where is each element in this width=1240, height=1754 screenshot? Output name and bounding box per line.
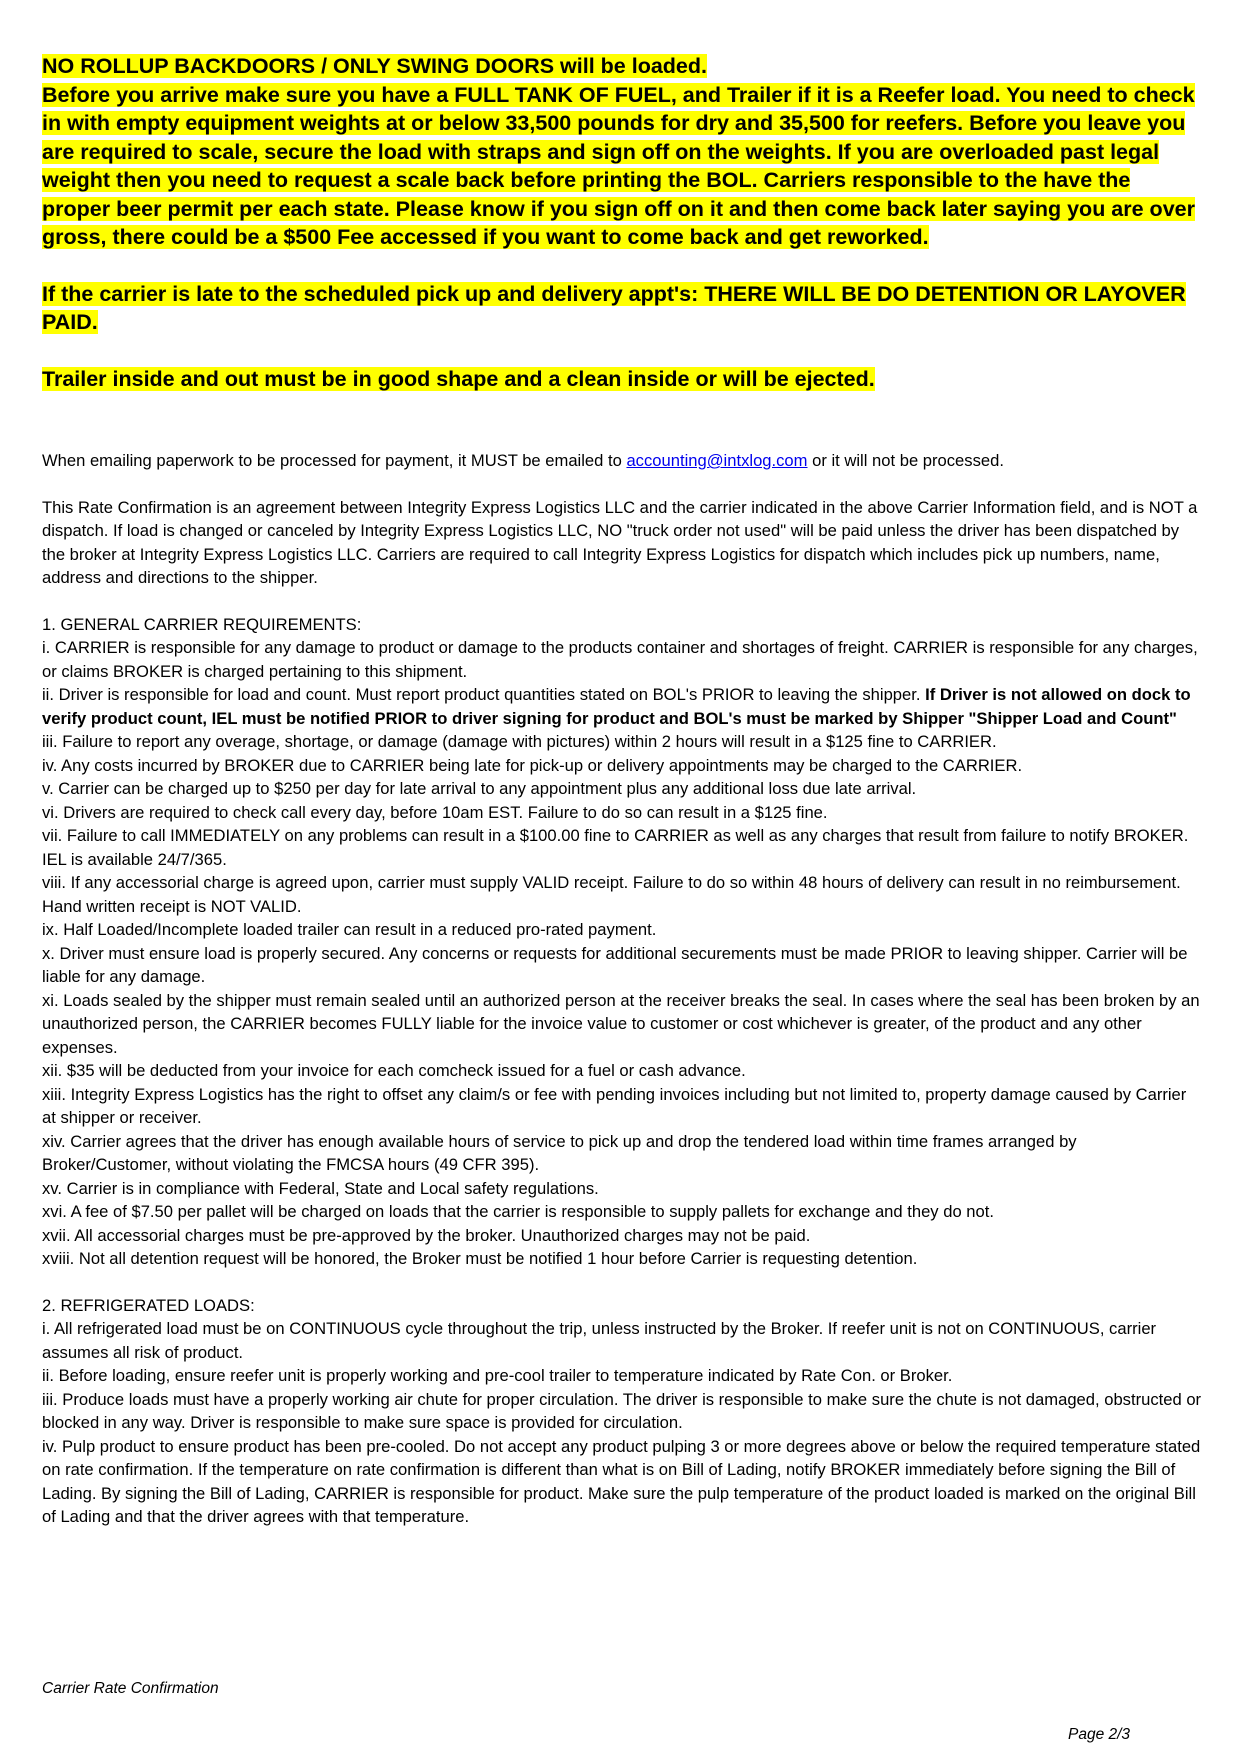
section2-item: ii. Before loading, ensure reefer unit is properly working and pre-cool trailer to temperature indicated by Rate Con. or Broker. [42,1366,953,1385]
document-page [42,52,1202,1529]
notice-late-carrier: If the carrier is late to the scheduled pick up and delivery appt's: THERE WILL BE DO DETENTION OR LAYOVER PAID. [42,281,1186,334]
section1-item: xiii. Integrity Express Logistics has the right to offset any claim/s or fee with pending invoices including but not limited to, property damage caused by Carrier at shipper or receiver. [42,1084,1187,1127]
section1-item: xv. Carrier is in compliance with Federal, State and Local safety regulations. [42,1178,599,1198]
section1-item: i. CARRIER is responsible for any damage to product or damage to the products container and shortages of freight. CARRIER is responsible for any charges, or claims BROKER is charged pertaining to this shipment. [42,638,1198,681]
section1-item: ix. Half Loaded/Incomplete loaded trailer can result in a reduced pro-rated payment. [42,920,657,939]
section1-item: xvi. A fee of $7.50 per pallet will be charged on loads that the carrier is responsible to supply pallets for exchange and they do not. [42,1202,994,1221]
section1-item: xviii. Not all detention request will be honored, the Broker must be notified 1 hour before Carrier is requesting detention. [42,1249,918,1268]
section2-item: iv. Pulp product to ensure product has been pre-cooled. Do not accept any product pulping 3 or more degrees above or below the required temperature stated on rate confirmation. If the temperature on rate confirmation is different than what is on Bill of Lading, notify BROKER immediately before signing the Bill of Lading. By signing the Bill of Lading, CARRIER is responsible for product. Make sure the pulp temperature of the product loaded is marked on the original Bill of Lading and that the driver agrees with that temperature. [42,1436,1201,1526]
section1-item: xvii. All accessorial charges must be pre-approved by the broker. Unauthorized charges may not be paid. [42,1225,811,1245]
notice-trailer-condition: Trailer inside and out must be in good shape and a clean inside or will be ejected. [42,366,875,391]
notice-fuel-weights: Before you arrive make sure you have a FULL TANK OF FUEL, and Trailer if it is a Reefer load. You need to check in with empty equipment weights at or below 33,500 pounds for dry and 35,500 for reefers. Before you leave you are required to scale, secure the load with straps and sign off on the weights. If you are overloaded past legal weight then you need to request a scale back before printing the BOL. Carriers responsible to the have the proper beer permit per each state. Please know if you sign off on it and then come back later saying you are over gross, there could be a $500 Fee accessed if you want to come back and get reworked. [42,82,1195,249]
footer-document-title: Carrier Rate Confirmation [42,1680,219,1697]
section1-item: xii. $35 will be deducted from your invoice for each comcheck issued for a fuel or cash advance. [42,1061,746,1080]
section1-item: iv. Any costs incurred by BROKER due to CARRIER being late for pick-up or delivery appointments may be charged to the CARRIER. [42,755,1023,775]
footer-page-number: Page 2/3 [1068,1726,1131,1743]
section1-heading: 1. GENERAL CARRIER REQUIREMENTS: [42,614,362,634]
section1-item: xi. Loads sealed by the shipper must remain sealed until an authorized person at the receiver breaks the seal. In cases where the seal has been broken by an unauthorized person, the CARRIER becomes FULLY liable for the invoice value to customer or cost whichever is greater, of the product and any other expenses. [42,990,1200,1057]
section1-item: viii. If any accessorial charge is agreed upon, carrier must supply VALID receipt. Failure to do so within 48 hours of delivery can result in no reimbursement. Hand written receipt is NOT VALID. [42,873,1181,916]
section1-item: vii. Failure to call IMMEDIATELY on any problems can result in a $100.00 fine to CARRIER as well as any charges that result from failure to notify BROKER. IEL is available 24/7/365. [42,826,1189,869]
section1-item: vi. Drivers are required to check call every day, before 10am EST. Failure to do so can result in a $125 fine. [42,802,828,822]
notice-swing-doors: NO ROLLUP BACKDOORS / ONLY SWING DOORS will be loaded. [42,54,707,78]
section2-heading: 2. REFRIGERATED LOADS: [42,1295,255,1315]
agreement-paragraph: This Rate Confirmation is an agreement between Integrity Express Logistics LLC and the carrier indicated in the above Carrier Information field, and is NOT a dispatch. If load is changed or canceled by Integrity Express Logistics LLC, NO "truck order not used" will be paid unless the driver has been dispatched by the broker at Integrity Express Logistics LLC. Carriers are required to call Integrity Express Logistics for dispatch which includes pick up numbers, name, address and directions to the shipper. [42,497,1198,587]
section2-item: iii. Produce loads must have a properly working air chute for proper circulation. The driver is responsible to make sure the chute is not damaged, obstructed or blocked in any way. Driver is responsible to make sure space is provided for circulation. [42,1389,1202,1432]
section1-item: v. Carrier can be charged up to $250 per day for late arrival to any appointment plus any additional loss due late arrival. [42,779,917,798]
section1-item: iii. Failure to report any overage, shortage, or damage (damage with pictures) within 2 hours will result in a $125 fine to CARRIER. [42,732,997,751]
section1-item: xiv. Carrier agrees that the driver has enough available hours of service to pick up and drop the tendered load within time frames arranged by Broker/Customer, without violating the FMCSA hours (49 CFR 395). [42,1131,1077,1174]
section2-item: i. All refrigerated load must be on CONTINUOUS cycle throughout the trip, unless instructed by the Broker. If reefer unit is not on CONTINUOUS, carrier assumes all risk of product. [42,1319,1157,1362]
payment-instructions: When emailing paperwork to be processed for payment, it MUST be emailed to accounting@intxlog.com or it will not be processed. [42,451,1004,470]
section1-item: ii. Driver is responsible for load and count. Must report product quantities stated on BOL's PRIOR to leaving the shipper. If Driver is not allowed on dock to verify product count, IEL must be notified PRIOR to driver signing for product and BOL's must be marked by Shipper "Shipper Load and Count" [42,685,1191,728]
accounting-email-link[interactable]: accounting@intxlog.com [626,451,808,470]
section1-item: x. Driver must ensure load is properly secured. Any concerns or requests for additional securements must be made PRIOR to leaving shipper. Carrier will be liable for any damage. [42,943,1188,986]
